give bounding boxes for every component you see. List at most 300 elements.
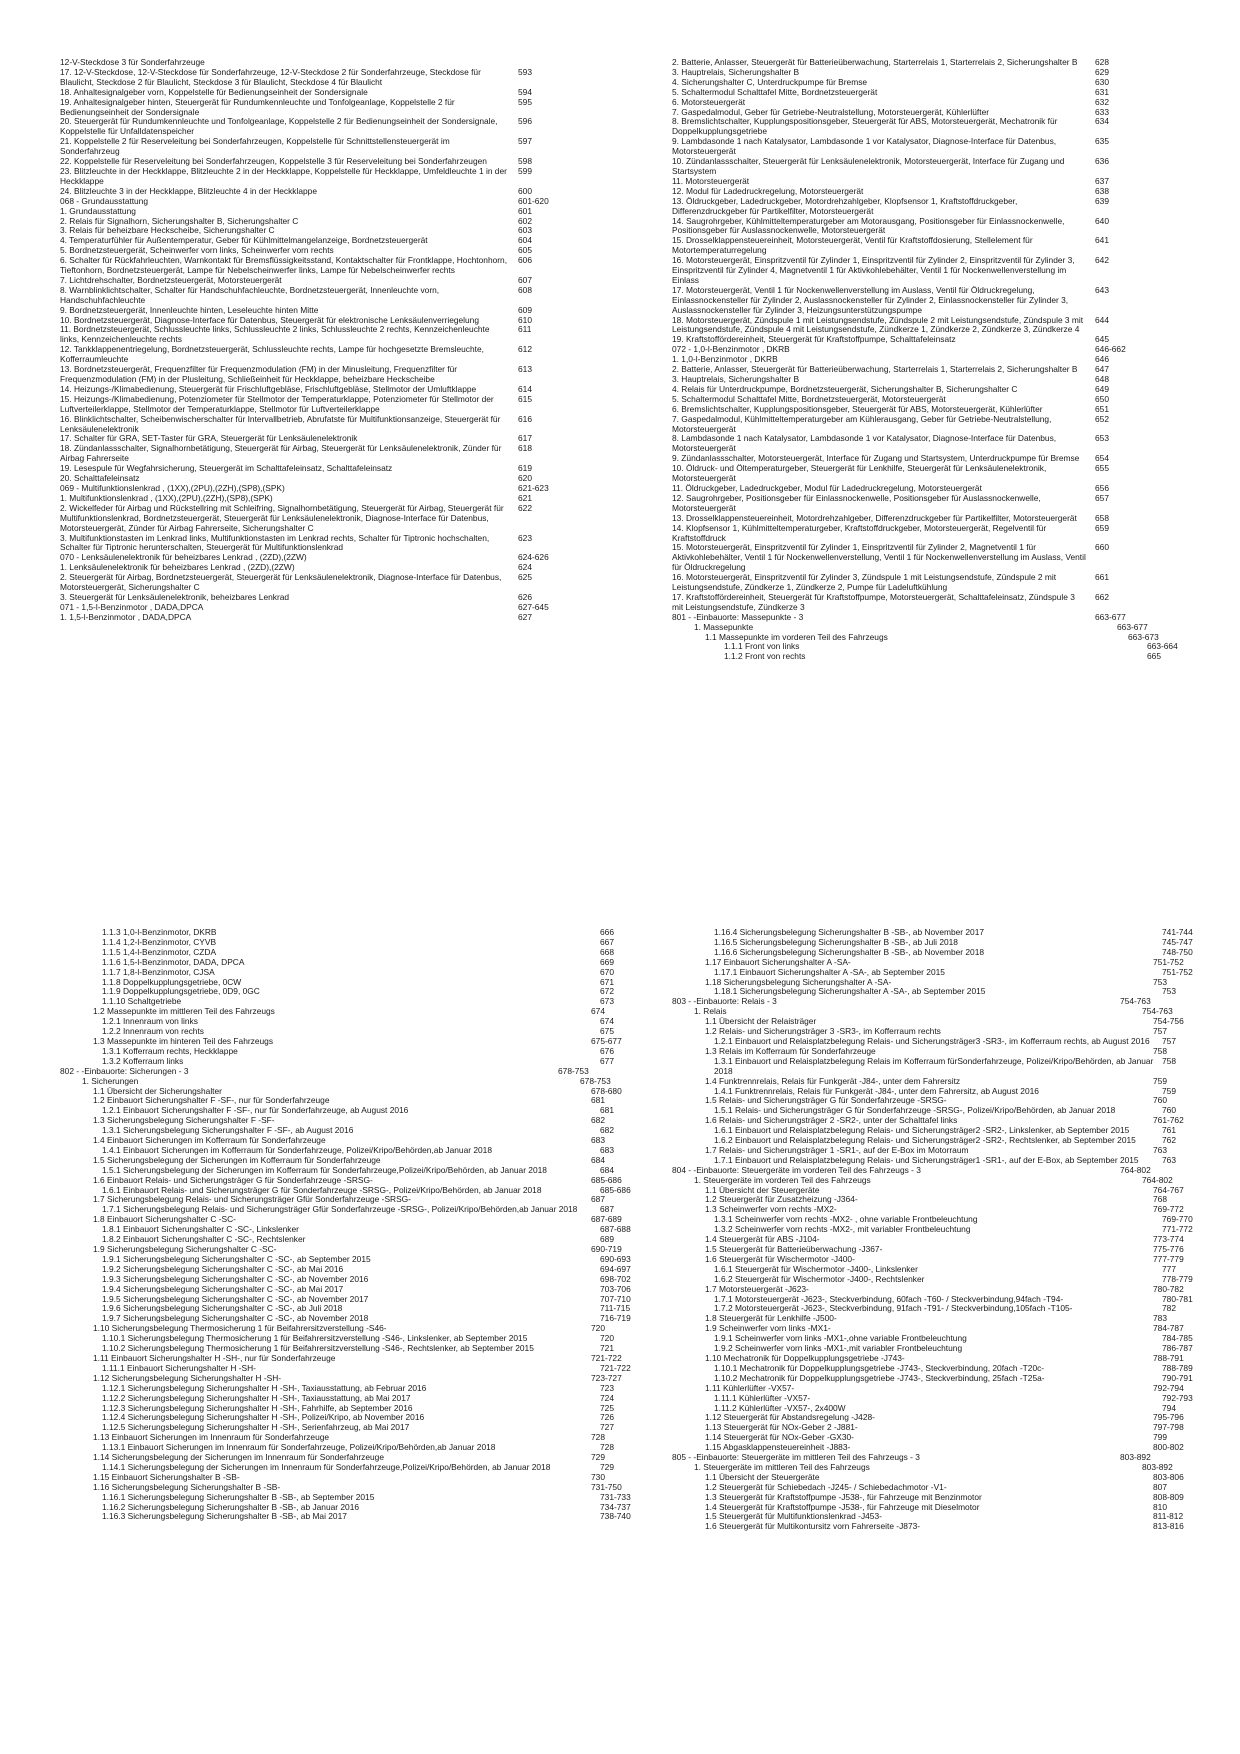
toc-entry-title: 1.7.1 Sicherungsbelegung Relais- und Sicherungsträger Gfür Sonderfahrzeuge -SRSG-, Polizei/Kripo/Behörden,ab Januar 2018 xyxy=(102,1204,578,1215)
toc-entry-title: 11. Bordnetzsteuergerät, Schlussleuchte links, Schlussleuchte 2 links, Schlussleuchte 2 rechts, Kennzeichenleuchte links, Kennzeichenleuchte rechts xyxy=(60,324,490,345)
toc-entry-pages: 609 xyxy=(518,304,532,315)
toc-entry-pages: 725 xyxy=(600,1402,614,1413)
toc-entry-pages: 634 xyxy=(1095,116,1109,127)
toc-entry-pages: 724 xyxy=(600,1392,614,1403)
toc-entry-pages: 687 xyxy=(591,1194,605,1205)
toc-entry-pages: 760 xyxy=(1162,1105,1176,1116)
toc-entry-pages: 813-816 xyxy=(1153,1521,1184,1532)
toc-entry-pages: 626 xyxy=(518,591,532,602)
toc-entry-title: 801 - -Einbauorte: Massepunkte - 3 xyxy=(672,611,804,622)
toc-entry-title: 17. Motorsteuergerät, Ventil 1 für Nockenwellenverstellung im Auslass, Ventil für Öldruckregelung, Einlassnockensteller für Zylinder 2, Auslassnockensteller für Zylinder 2, Einlassnockensteller für Zylinder 3, Auslassnockensteller für Zylinder 3, Heizungsunterstützungspumpe xyxy=(672,284,1069,315)
toc-entry-pages: 754-763 xyxy=(1142,1006,1173,1017)
toc-entry-pages: 720 xyxy=(600,1333,614,1344)
toc-entry-title: 1.16.2 Sicherungsbelegung Sicherungshalter B -SB-, ab Januar 2016 xyxy=(102,1501,360,1512)
toc-entry-pages: 795-796 xyxy=(1153,1412,1184,1423)
toc-entry-pages: 650 xyxy=(1095,393,1109,404)
toc-entry-pages: 653 xyxy=(1095,433,1109,444)
toc-entry xyxy=(60,504,610,534)
toc-entry-title: 1.3.1 Scheinwerfer vorn rechts -MX2- , ohne variable Frontbeleuchtung xyxy=(714,1214,978,1225)
toc-entry-pages: 644 xyxy=(1095,314,1109,325)
toc-entry-title: 1.3.1 Kofferraum rechts, Heckklappe xyxy=(102,1045,238,1056)
toc-entry xyxy=(60,137,610,157)
toc-entry-title: 1.1.5 1,4-l-Benzinmotor, CZDA xyxy=(102,946,217,957)
toc-entry-title: 4. Temperaturfühler für Außentemperatur, Geber für Kühlmittelmangelanzeige, Bordnetzsteuergerät xyxy=(60,235,428,246)
toc-entry-pages: 614 xyxy=(518,383,532,394)
toc-entry xyxy=(60,256,610,276)
toc-entry xyxy=(672,256,1187,286)
toc-entry-title: 1.5 Sicherungsbelegung der Sicherungen im Kofferraum für Sonderfahrzeuge xyxy=(93,1154,381,1165)
toc-entry-title: 1.12 Steuergerät für Abstandsregelung -J428- xyxy=(705,1412,875,1423)
toc-entry-pages: 678-753 xyxy=(558,1065,589,1076)
toc-entry-title: 9. Zündanlassschalter, Motorsteuergerät, Interface für Zugang und Startsystem, Unterdruckpumpe für Bremse xyxy=(672,453,1080,464)
toc-entry xyxy=(60,207,610,217)
toc-entry-pages: 769-772 xyxy=(1153,1204,1184,1215)
toc-entry-title: 1.16.1 Sicherungsbelegung Sicherungshalter B -SB-, ab September 2015 xyxy=(102,1491,375,1502)
toc-entry xyxy=(672,543,1187,573)
toc-entry-title: 22. Koppelstelle für Reserveleitung bei Sonderfahrzeugen, Koppelstelle 3 für Reserveleitung bei Sonderfahrzeugen xyxy=(60,156,487,167)
toc-entry xyxy=(672,157,1187,177)
toc-entry xyxy=(60,613,610,623)
toc-entry-pages: 682 xyxy=(591,1115,605,1126)
toc-entry-pages: 726 xyxy=(600,1412,614,1423)
toc-entry-pages: 794 xyxy=(1162,1402,1176,1413)
toc-entry-title: 805 - -Einbauorte: Steuergeräte im mittleren Teil des Fahrzeugs - 3 xyxy=(672,1452,920,1463)
toc-entry-pages: 790-791 xyxy=(1162,1372,1193,1383)
toc-entry-pages: 665 xyxy=(1147,651,1161,662)
toc-entry-title: 1.14 Sicherungsbelegung der Sicherungen im Innenraum für Sonderfahrzeuge xyxy=(93,1452,384,1463)
toc-entry-title: 1.12.5 Sicherungsbelegung Sicherungshalter H -SH-, Serienfahrzeug, ab Mai 2017 xyxy=(102,1422,410,1433)
toc-entry-title: 10. Bordnetzsteuergerät, Diagnose-Interface für Datenbus, Steuergerät für elektronische Lenksäulenverriegelung xyxy=(60,314,479,325)
toc-entry-title: 3. Steuergerät für Lenksäulenelektronik, beheizbares Lenkrad xyxy=(60,591,290,602)
toc-entry-title: 1.10.1 Sicherungsbelegung Thermosicherung 1 für Beifahrersitzverstellung -S46-, Linkslenker, ab September 2015 xyxy=(102,1333,528,1344)
toc-entry-title: 11. Motorsteuergerät xyxy=(672,175,750,186)
toc-entry-title: 5. Schaltermodul Schalttafel Mitte, Bordnetzsteuergerät, Motorsteuergerät xyxy=(672,393,946,404)
toc-entry-pages: 636 xyxy=(1095,156,1109,167)
toc-entry-pages: 788-789 xyxy=(1162,1362,1193,1373)
toc-entry-title: 3. Hauptrelais, Sicherungshalter B xyxy=(672,66,800,77)
toc-entry-title: 1.1 Übersicht der Relaisträger xyxy=(705,1016,817,1027)
toc-column-top-left xyxy=(60,58,610,623)
toc-entry-title: 1.1 Übersicht der Steuergeräte xyxy=(705,1471,820,1482)
toc-entry-title: 1.12.3 Sicherungsbelegung Sicherungshalter H -SH-, Fahrhilfe, ab September 2016 xyxy=(102,1402,413,1413)
toc-entry-pages: 811-812 xyxy=(1153,1511,1184,1522)
toc-entry-title: 1.6 Steuergerät für Multikontursitz vorn Fahrerseite -J873- xyxy=(705,1521,921,1532)
toc-entry-pages: 728 xyxy=(600,1442,614,1453)
toc-entry-pages: 782 xyxy=(1162,1303,1176,1314)
toc-entry-title: 20. Steuergerät für Rundumkennleuchte und Tonfolgeanlage, Koppelstelle 2 für Bedienungseinheit der Sondersignale, Koppelstelle für Unfalldatenspeicher xyxy=(60,116,498,137)
toc-entry xyxy=(672,494,1187,514)
toc-entry-title: 1.12.1 Sicherungsbelegung Sicherungshalter H -SH-, Taxiausstattung, ab Februar 2016 xyxy=(102,1382,427,1393)
toc-entry-pages: 727 xyxy=(600,1422,614,1433)
toc-entry-title: 1.9.2 Sicherungsbelegung Sicherungshalter C -SC-, ab Mai 2016 xyxy=(102,1263,344,1274)
toc-entry-title: 1.8 Einbauort Sicherungshalter C -SC- xyxy=(93,1214,236,1225)
toc-entry-title: 1.16.3 Sicherungsbelegung Sicherungshalter B -SB-, ab Mai 2017 xyxy=(102,1511,347,1522)
toc-entry-pages: 810 xyxy=(1153,1501,1167,1512)
toc-entry-pages: 761 xyxy=(1162,1125,1176,1136)
toc-entry-pages: 730 xyxy=(591,1471,605,1482)
toc-entry-title: 1.7.1 Motorsteuergerät -J623-, Steckverbindung, 60fach -T60- / Steckverbindung,94fach -T94- xyxy=(714,1293,1064,1304)
toc-entry-title: 1.1.6 1,5-l-Benzinmotor, DADA, DPCA xyxy=(102,956,245,967)
toc-entry-title: 1. Steuergeräte im mittleren Teil des Fahrzeugs xyxy=(694,1461,870,1472)
toc-entry-title: 1. 1,5-l-Benzinmotor , DADA,DPCA xyxy=(60,611,192,622)
toc-entry-title: 11. Öldruckgeber, Ladedruckgeber, Modul für Ladedruckregelung, Motorsteuergerät xyxy=(672,482,982,493)
toc-entry-pages: 648 xyxy=(1095,374,1109,384)
toc-entry-title: 1.12.4 Sicherungsbelegung Sicherungshalter H -SH-, Polizei/Kripo, ab November 2016 xyxy=(102,1412,425,1423)
toc-entry-pages: 622 xyxy=(518,502,532,513)
toc-entry xyxy=(60,1077,610,1087)
toc-entry-pages: 684 xyxy=(591,1154,605,1165)
toc-entry-title: 2. Batterie, Anlasser, Steuergerät für Batterieüberwachung, Starterrelais 1, Starterrelais 2, Sicherungshalter B xyxy=(672,364,1078,375)
toc-entry-pages: 670 xyxy=(600,966,614,977)
toc-entry xyxy=(60,345,610,365)
toc-entry-title: 12. Saugrohrgeber, Positionsgeber für Einlassnockenwelle, Positionsgeber für Auslassnockenwelle, Motorsteuergerät xyxy=(672,492,1041,513)
toc-entry-title: 10. Öldruck- und Öltemperaturgeber, Steuergerät für Lenkhilfe, Steuergerät für Lenksäulenelektronik, Motorsteuergerät xyxy=(672,463,1047,484)
toc-entry xyxy=(60,365,610,385)
toc-entry-title: 1.6 Relais- und Sicherungsträger 2 -SR2-, unter der Schalttafel links xyxy=(705,1115,958,1126)
toc-entry-pages: 606 xyxy=(518,255,532,266)
toc-entry-pages: 643 xyxy=(1095,284,1109,295)
toc-entry-title: 1.16 Sicherungsbelegung Sicherungshalter B -SB- xyxy=(93,1481,281,1492)
toc-entry-pages: 667 xyxy=(600,936,614,947)
toc-entry-pages: 675-677 xyxy=(591,1035,622,1046)
toc-entry-title: 1.1.7 1,8-l-Benzinmotor, CJSA xyxy=(102,966,215,977)
toc-entry-title: 10. Zündanlassschalter, Steuergerät für Lenksäulenelektronik, Motorsteuergerät, Interface für Zugang und Startsystem xyxy=(672,156,1065,176)
toc-entry-pages: 797-798 xyxy=(1153,1422,1184,1433)
toc-entry-title: 069 - Multifunktionslenkrad , (1XX),(2PU),(2ZH),(SP8),(SPK) xyxy=(60,482,285,493)
toc-entry-pages: 630 xyxy=(1095,76,1109,87)
toc-entry xyxy=(60,395,610,415)
toc-entry-title: 1.2.1 Einbauort und Relaisplatzbelegung Relais- und Sicherungsträger3 -SR3-, im Kofferraum rechts, ab August 2016 xyxy=(714,1035,1150,1046)
toc-entry-title: 1.12.2 Sicherungsbelegung Sicherungshalter H -SH-, Taxiausstattung, ab Mai 2017 xyxy=(102,1392,411,1403)
toc-entry-pages: 646-662 xyxy=(1095,344,1126,355)
toc-entry xyxy=(60,1392,614,1404)
toc-entry-pages: 723 xyxy=(600,1382,614,1393)
toc-entry-pages: 646 xyxy=(1095,354,1109,365)
toc-entry-pages: 603 xyxy=(518,225,532,236)
toc-entry-title: 1.1.4 1,2-l-Benzinmotor, CYVB xyxy=(102,936,217,947)
toc-entry-pages: 658 xyxy=(1095,512,1109,523)
toc-entry-pages: 723-727 xyxy=(591,1372,622,1383)
toc-entry-title: 3. Relais für beheizbare Heckscheibe, Sicherungshalter C xyxy=(60,225,275,236)
toc-entry-title: 1.3 Relais im Kofferraum für Sonderfahrzeuge xyxy=(705,1045,876,1056)
toc-entry-title: 068 - Grundausstattung xyxy=(60,195,148,206)
toc-entry-title: 1.5.1 Relais- und Sicherungsträger G für Sonderfahrzeuge -SRSG-, Polizei/Kripo/Behörden, ab Januar 2018 xyxy=(714,1105,1116,1116)
toc-entry-pages: 613 xyxy=(518,364,532,375)
toc-entry-pages: 771-772 xyxy=(1162,1224,1193,1235)
toc-entry xyxy=(672,316,1187,336)
toc-entry-title: 1.3.2 Scheinwerfer vorn rechts -MX2-, mit variabler Frontbeleuchtung xyxy=(714,1224,971,1235)
toc-entry-title: 15. Drosselklappensteuereinheit, Motorsteuergerät, Ventil für Kraftstoffdosierung, Stellelement für Motortemperaturregelung xyxy=(672,235,1033,256)
toc-entry-pages: 618 xyxy=(518,443,532,454)
toc-entry-title: 802 - -Einbauorte: Sicherungen - 3 xyxy=(60,1065,189,1076)
toc-entry-pages: 661 xyxy=(1095,572,1109,583)
toc-entry-pages: 687-689 xyxy=(591,1214,622,1225)
toc-entry-title: 1.2 Einbauort Sicherungshalter F -SF-, nur für Sonderfahrzeuge xyxy=(93,1095,330,1106)
toc-entry-title: 1.1.10 Schaltgetriebe xyxy=(102,996,182,1007)
toc-entry-pages: 728 xyxy=(591,1432,605,1443)
toc-entry-pages: 731-733 xyxy=(600,1491,631,1502)
toc-entry-pages: 621-623 xyxy=(518,482,549,493)
toc-entry-pages: 808-809 xyxy=(1153,1491,1184,1502)
toc-entry-title: 1.16.4 Sicherungsbelegung Sicherungshalter B -SB-, ab November 2017 xyxy=(714,927,985,937)
toc-entry-pages: 627-645 xyxy=(518,601,549,612)
toc-entry-title: 1.1.1 Front von links xyxy=(724,641,800,652)
toc-entry-title: 2. Relais für Signalhorn, Sicherungshalter B, Sicherungshalter C xyxy=(60,215,299,226)
toc-entry xyxy=(60,534,610,554)
toc-entry-title: 20. Schalttafeleinsatz xyxy=(60,473,140,484)
toc-entry-title: 1.2 Relais- und Sicherungsträger 3 -SR3-, im Kofferraum rechts xyxy=(705,1026,941,1037)
toc-entry-pages: 649 xyxy=(1095,383,1109,394)
toc-entry-title: 3. Multifunktionstasten im Lenkrad links, Multifunktionstasten im Lenkrad rechts, Schalter für Tiptronic hochschalten, Schalter für Tiptronic herunterschalten, Steuergerät für Multifunktionslenkrad xyxy=(60,532,490,553)
toc-entry-title: 14. Klopfsensor 1, Kühlmitteltemperaturgeber, Kraftstoffdruckgeber, Motorsteuergerät, Regelventil für Kraftstoffdruck xyxy=(672,522,1047,543)
toc-entry-pages: 745-747 xyxy=(1162,936,1193,947)
toc-entry-pages: 624 xyxy=(518,562,532,573)
toc-entry-title: 17. Kraftstoffördereinheit, Steuergerät für Kraftstoffpumpe, Motorsteuergerät, Schalttafeleinsatz, Zündspule 3 mit Leistungsendstufe, Zündkerze 3 xyxy=(672,591,1075,612)
toc-entry-pages: 762 xyxy=(1162,1135,1176,1146)
toc-entry-pages: 597 xyxy=(518,136,532,147)
toc-entry-pages: 639 xyxy=(1095,195,1109,206)
toc-entry-title: 804 - -Einbauorte: Steuergeräte im vorderen Teil des Fahrzeugs - 3 xyxy=(672,1164,921,1175)
toc-entry-pages: 600 xyxy=(518,185,532,196)
toc-entry-pages: 629 xyxy=(1095,66,1109,77)
toc-entry-title: 1.3 Sicherungsbelegung Sicherungshalter F -SF- xyxy=(93,1115,275,1126)
toc-entry-pages: 764-802 xyxy=(1142,1174,1173,1185)
toc-entry-pages: 669 xyxy=(600,956,614,967)
toc-entry-title: 1. Grundausstattung xyxy=(60,205,136,216)
toc-entry-title: 1.9 Scheinwerfer vorn links -MX1- xyxy=(705,1323,831,1334)
toc-entry-pages: 681 xyxy=(591,1095,605,1106)
toc-entry-pages: 784-787 xyxy=(1153,1323,1184,1334)
toc-entry-title: 1. Steuergeräte im vorderen Teil des Fahrzeugs xyxy=(694,1174,871,1185)
toc-entry-title: 1.11 Einbauort Sicherungshalter H -SH-, nur für Sonderfahrzeuge xyxy=(93,1352,336,1363)
toc-entry-pages: 594 xyxy=(518,86,532,97)
toc-entry-title: 1.2 Steuergerät für Schiebedach -J245- / Schiebedachmotor -V1- xyxy=(705,1481,947,1492)
toc-entry-title: 1.9.6 Sicherungsbelegung Sicherungshalter C -SC-, ab Juli 2018 xyxy=(102,1303,343,1314)
toc-entry xyxy=(672,286,1187,316)
toc-entry-title: 4. Relais für Unterdruckpumpe, Bordnetzsteuergerät, Sicherungshalter B, Sicherungshalter C xyxy=(672,383,1018,394)
toc-entry-title: 1.7.2 Motorsteuergerät -J623-, Steckverbindung, 91fach -T91- / Steckverbindung,105fach -T105- xyxy=(714,1303,1073,1314)
toc-entry-pages: 602 xyxy=(518,215,532,226)
toc-entry-title: 1.7 Sicherungsbelegung Relais- und Sicherungsträger Gfür Sonderfahrzeuge -SRSG- xyxy=(93,1194,411,1205)
toc-entry-title: 1.9.2 Scheinwerfer vorn links -MX1-,mit variabler Frontbeleuchtung xyxy=(714,1343,963,1354)
toc-entry-pages: 721-722 xyxy=(591,1352,622,1363)
toc-entry-pages: 768 xyxy=(1153,1194,1167,1205)
toc-entry-title: 1.7 Relais- und Sicherungsträger 1 -SR1-, auf der E-Box im Motorraum xyxy=(705,1144,969,1155)
toc-entry-title: 070 - Lenksäulenelektronik für beheizbares Lenkrad , (2ZD),(2ZW) xyxy=(60,552,307,563)
toc-entry-pages: 721-722 xyxy=(600,1362,631,1373)
toc-entry xyxy=(672,997,1187,1007)
toc-entry-title: 19. Kraftstoffördereinheit, Steuergerät für Kraftstoffpumpe, Schalttafeleinsatz xyxy=(672,334,956,345)
toc-entry-pages: 623 xyxy=(518,532,532,543)
toc-entry-pages: 803-892 xyxy=(1120,1452,1151,1463)
toc-entry-pages: 637 xyxy=(1095,175,1109,186)
toc-entry-pages: 678-753 xyxy=(580,1075,611,1086)
toc-entry-title: 1.3 Steuergerät für Kraftstoffpumpe -J538-, für Fahrzeuge mit Benzinmotor xyxy=(705,1491,982,1502)
toc-column-bottom-right xyxy=(672,927,1193,1532)
toc-entry-title: 1.3.1 Einbauort und Relaisplatzbelegung Relais im Kofferraum fürSonderfahrzeuge, Polizei/Kripo/Behörden, ab Januar 2018 xyxy=(714,1055,1154,1076)
toc-entry-pages: 690-693 xyxy=(600,1253,631,1264)
toc-entry-title: 5. Bordnetzsteuergerät, Scheinwerfer vorn links, Scheinwerfer vorn rechts xyxy=(60,245,334,256)
toc-entry-title: 1.3 Scheinwerfer vorn rechts -MX2- xyxy=(705,1204,837,1215)
toc-entry-title: 1.9.1 Scheinwerfer vorn links -MX1-,ohne variable Frontbeleuchtung xyxy=(714,1333,967,1344)
toc-entry-pages: 720 xyxy=(591,1323,605,1334)
toc-entry-pages: 753 xyxy=(1153,976,1167,987)
toc-entry-pages: 687 xyxy=(600,1204,614,1215)
toc-entry-title: 1.15 Einbauort Sicherungshalter B -SB- xyxy=(93,1471,240,1482)
toc-entry-pages: 612 xyxy=(518,344,532,355)
toc-entry-title: 17. Schalter für GRA, SET-Taster für GRA, Steuergerät für Lenksäulenelektronik xyxy=(60,433,358,444)
toc-entry-title: 1.11.1 Kühlerlüfter -VX57- xyxy=(714,1392,811,1403)
toc-entry xyxy=(672,197,1187,217)
toc-entry-title: 1.13.1 Einbauort Sicherungen im Innenraum für Sonderfahrzeuge, Polizei/Kripo/Behörden,ab Januar 2018 xyxy=(102,1442,496,1453)
toc-entry-title: 1.10 Sicherungsbelegung Thermosicherung 1 für Beifahrersitzverstellung -S46- xyxy=(93,1323,387,1334)
toc-entry-title: 1.6.1 Einbauort Relais- und Sicherungsträger G für Sonderfahrzeuge -SRSG-, Polizei/Kripo/Behörden, ab Januar 2018 xyxy=(102,1184,542,1195)
toc-entry-pages: 683 xyxy=(591,1135,605,1146)
toc-entry-pages: 784-785 xyxy=(1162,1333,1193,1344)
toc-entry-title: 8. Bremslichtschalter, Kupplungspositionsgeber, Steuergerät für ABS, Motorsteuergerät, Mechatronik für Doppelkupplungsgetriebe xyxy=(672,116,1058,137)
toc-entry-title: 1.1.3 1,0-l-Benzinmotor, DKRB xyxy=(102,927,217,937)
toc-entry xyxy=(672,88,1187,98)
toc-entry-title: 18. Zündanlassschalter, Signalhornbetätigung, Steuergerät für Airbag, Steuergerät für Lenksäulenelektronik, Zünder für Airbag Fahrerseite xyxy=(60,443,502,464)
toc-entry-title: 19. Lesespule für Wegfahrsicherung, Steuergerät im Schalttafeleinsatz, Schalttafeleinsatz xyxy=(60,463,393,474)
toc-entry-pages: 663-677 xyxy=(1095,611,1126,622)
toc-entry-pages: 610 xyxy=(518,314,532,325)
toc-entry-pages: 788-791 xyxy=(1153,1352,1184,1363)
toc-entry-pages: 792-794 xyxy=(1153,1382,1184,1393)
toc-entry-pages: 687-688 xyxy=(600,1224,631,1235)
toc-entry-title: 1.5 Relais- und Sicherungsträger G für Sonderfahrzeuge -SRSG- xyxy=(705,1095,947,1106)
toc-entry-pages: 763 xyxy=(1153,1144,1167,1155)
toc-entry-title: 1.10.1 Mechatronik für Doppelkupplungsgetriebe -J743-, Steckverbindung, 20fach -T20c- xyxy=(714,1362,1045,1373)
toc-entry xyxy=(672,524,1187,544)
toc-entry-title: 18. Motorsteuergerät, Zündspule 1 mit Leistungsendstufe, Zündspule 2 mit Leistungsendstufe, Zündspule 3 mit Leistungsendstufe, Zündspule 4 mit Leistungsendstufe, Zündkerze 1, Zündkerze 2, Zündkerze 3, Zündkerze 4 xyxy=(672,314,1084,335)
toc-entry-title: 1. Massepunkte xyxy=(694,621,754,632)
toc-entry-title: 1.13 Einbauort Sicherungen im Innenraum für Sonderfahrzeuge xyxy=(93,1432,330,1443)
toc-entry-title: 3. Hauptrelais, Sicherungshalter B xyxy=(672,374,800,384)
toc-entry-title: 1.6 Einbauort Relais- und Sicherungsträger G für Sonderfahrzeuge -SRSG- xyxy=(93,1174,373,1185)
toc-entry xyxy=(672,137,1187,157)
toc-entry-pages: 754-756 xyxy=(1153,1016,1184,1027)
toc-entry-pages: 681 xyxy=(600,1105,614,1116)
toc-entry-title: 21. Koppelstelle 2 für Reserveleitung bei Sonderfahrzeugen, Koppelstelle für Schnittstellensteuergerät im Sonderfahrzeug xyxy=(60,136,450,157)
toc-entry-pages: 758 xyxy=(1162,1055,1176,1066)
toc-entry-title: 1.2.2 Innenraum von rechts xyxy=(102,1026,204,1037)
toc-entry-pages: 748-750 xyxy=(1162,946,1193,957)
toc-entry-pages: 786-787 xyxy=(1162,1343,1193,1354)
toc-entry-title: 17. 12-V-Steckdose, 12-V-Steckdose für Sonderfahrzeuge, 12-V-Steckdose 2 für Sonderfahrzeuge, Steckdose für Blaulicht, Steckdose 2 für Blaulicht, Steckdose 3 für Blaulicht, Steckdose 4 für Blaulicht xyxy=(60,66,481,87)
toc-entry-pages: 760 xyxy=(1153,1095,1167,1106)
toc-entry-title: 8. Lambdasonde 1 nach Katalysator, Lambdasonde 1 vor Katalysator, Diagnose-Interface für Datenbus, Motorsteuergerät xyxy=(672,433,1057,454)
toc-entry-pages: 684 xyxy=(600,1164,614,1175)
toc-entry-pages: 660 xyxy=(1095,542,1109,553)
toc-entry-title: 4. Sicherungshalter C, Unterdruckpumpe für Bremse xyxy=(672,76,868,87)
toc-entry-pages: 678-680 xyxy=(591,1085,622,1096)
toc-entry-pages: 780-782 xyxy=(1153,1283,1184,1294)
toc-entry-pages: 593 xyxy=(518,66,532,77)
toc-entry-title: 1.9 Sicherungsbelegung Sicherungshalter C -SC- xyxy=(93,1244,277,1254)
toc-entry-pages: 803-892 xyxy=(1142,1461,1173,1472)
toc-entry-pages: 663-664 xyxy=(1147,641,1178,652)
toc-entry-title: 1.17 Einbauort Sicherungshalter A -SA- xyxy=(705,956,851,967)
toc-entry-title: 15. Motorsteuergerät, Einspritzventil für Zylinder 1, Einspritzventil für Zylinder 2, Magnetventil 1 für Aktivkohlebehälter, Ventil 1 für Nockenwellenverstellung, Ventil 1 für Nockenwellenverstellung im Auslass, Ventil für Öldruckregelung xyxy=(672,542,1086,573)
toc-entry-pages: 757 xyxy=(1162,1035,1176,1046)
toc-entry-title: 1.8.2 Einbauort Sicherungshalter C -SC-, Rechtslenker xyxy=(102,1234,306,1245)
toc-entry-pages: 689 xyxy=(600,1234,614,1245)
toc-entry-title: 1.6.2 Einbauort und Relaisplatzbelegung Relais- und Sicherungsträger2 -SR2-, Rechtslenker, ab September 2015 xyxy=(714,1135,1136,1146)
toc-entry-pages: 759 xyxy=(1153,1075,1167,1086)
toc-entry-title: 16. Motorsteuergerät, Einspritzventil für Zylinder 1, Einspritzventil für Zylinder 2, Einspritzventil für Zylinder 3, Einspritzventil für Zylinder 4, Magnetventil 1 für Aktivkohlebehälter, Ventil 1 für Nockenwellenverstellung im Einlass xyxy=(672,255,1075,285)
toc-entry-pages: 677 xyxy=(600,1055,614,1066)
toc-entry-pages: 780-781 xyxy=(1162,1293,1193,1304)
toc-entry-pages: 601 xyxy=(518,205,532,216)
toc-entry-pages: 604 xyxy=(518,235,532,246)
toc-entry-title: 803 - -Einbauorte: Relais - 3 xyxy=(672,996,777,1007)
toc-entry-pages: 599 xyxy=(518,165,532,176)
toc-entry-title: 1.5 Steuergerät für Batterieüberwachung -J367- xyxy=(705,1244,883,1254)
toc-entry-pages: 616 xyxy=(518,413,532,424)
toc-entry-title: 1.2.1 Innenraum von links xyxy=(102,1016,198,1027)
toc-entry-pages: 741-744 xyxy=(1162,927,1193,937)
toc-entry-title: 7. Gaspedalmodul, Kühlmitteltemperaturgeber am Kühlerausgang, Geber für Getriebe-Neutralstellung, Motorsteuergerät xyxy=(672,413,1052,434)
toc-entry-title: 1.2.1 Einbauort Sicherungshalter F -SF-, nur für Sonderfahrzeuge, ab August 2016 xyxy=(102,1105,409,1116)
toc-entry-pages: 775-776 xyxy=(1153,1244,1184,1254)
toc-entry-title: 6. Motorsteuergerät xyxy=(672,96,746,107)
toc-entry-title: 1.8.1 Einbauort Sicherungshalter C -SC-, Linkslenker xyxy=(102,1224,299,1235)
toc-entry-title: 1.13 Steuergerät für NOx-Geber 2 -J881- xyxy=(705,1422,858,1433)
toc-entry-title: 1.9.5 Sicherungsbelegung Sicherungshalter C -SC-, ab November 2017 xyxy=(102,1293,369,1304)
toc-entry-title: 1.4.1 Funktrennrelais, Relais für Funkgerät -J84-, unter dem Fahrersitz, ab August 2016 xyxy=(714,1085,1039,1096)
toc-entry-pages: 734-737 xyxy=(600,1501,631,1512)
toc-entry-pages: 628 xyxy=(1095,57,1109,67)
toc-entry xyxy=(672,652,1187,662)
toc-entry-pages: 625 xyxy=(518,572,532,583)
toc-entry-title: 1.9.3 Sicherungsbelegung Sicherungshalter C -SC-, ab November 2016 xyxy=(102,1273,369,1284)
toc-entry-pages: 655 xyxy=(1095,463,1109,474)
toc-entry-title: 16. Blinklichtschalter, Scheibenwischerschalter für Intervallbetrieb, Abrufatste für Multifunktionsanzeige, Steuergerät für Lenksäulenelektronik xyxy=(60,413,501,434)
toc-column-bottom-left xyxy=(60,927,631,1522)
toc-entry-pages: 803-806 xyxy=(1153,1471,1184,1482)
toc-entry-pages: 758 xyxy=(1153,1045,1167,1056)
toc-entry-title: 1.4 Steuergerät für Kraftstoffpumpe -J538-, für Fahrzeuge mit Dieselmotor xyxy=(705,1501,980,1512)
toc-entry-pages: 668 xyxy=(600,946,614,957)
toc-entry-title: 5. Schaltermodul Schalttafel Mitte, Bordnetzsteuergerät xyxy=(672,86,878,97)
toc-entry-pages: 657 xyxy=(1095,492,1109,503)
toc-entry-pages: 672 xyxy=(600,986,614,997)
toc-entry-title: 1.9.1 Sicherungsbelegung Sicherungshalter C -SC-, ab September 2015 xyxy=(102,1253,371,1264)
toc-entry-pages: 663-673 xyxy=(1128,631,1159,642)
toc-entry xyxy=(60,444,610,464)
toc-entry-pages: 694-697 xyxy=(600,1263,631,1274)
toc-entry-pages: 596 xyxy=(518,116,532,127)
toc-entry-title: 1.18 Sicherungsbelegung Sicherungshalter A -SA- xyxy=(705,976,892,987)
toc-entry-pages: 621 xyxy=(518,492,532,503)
toc-entry-pages: 685-686 xyxy=(591,1174,622,1185)
toc-entry xyxy=(60,117,610,137)
toc-entry-pages: 703-706 xyxy=(600,1283,631,1294)
toc-entry-title: 1.15 Abgasklappensteuereinheit -J883- xyxy=(705,1442,851,1453)
toc-entry-title: 23. Blitzleuchte in der Heckklappe, Blitzleuchte 2 in der Heckklappe, Koppelstelle für Heckklappe, Umfeldleuchte 1 in der Heckklappe xyxy=(60,165,507,186)
toc-entry-pages: 777-779 xyxy=(1153,1253,1184,1264)
toc-entry xyxy=(672,464,1187,484)
toc-entry-pages: 642 xyxy=(1095,255,1109,266)
toc-entry xyxy=(60,415,610,435)
toc-entry-pages: 800-802 xyxy=(1153,1442,1184,1453)
toc-entry-pages: 769-770 xyxy=(1162,1214,1193,1225)
toc-entry-title: 9. Lambdasonde 1 nach Katalysator, Lambdasonde 1 vor Katalysator, Diagnose-Interface für Datenbus, Motorsteuergerät xyxy=(672,136,1057,157)
toc-entry-pages: 764-802 xyxy=(1120,1164,1151,1175)
toc-entry-title: 1.1 Übersicht der Steuergeräte xyxy=(705,1184,820,1195)
toc-entry-title: 15. Heizungs-/Klimabedienung, Potenziometer für Stellmotor der Temperaturklappe, Potenziometer für Stellmotor der Luftverteilerklappe, Stellmotor der Temperaturklappe, Stellmotor für Luftverteilerklappe xyxy=(60,393,494,414)
